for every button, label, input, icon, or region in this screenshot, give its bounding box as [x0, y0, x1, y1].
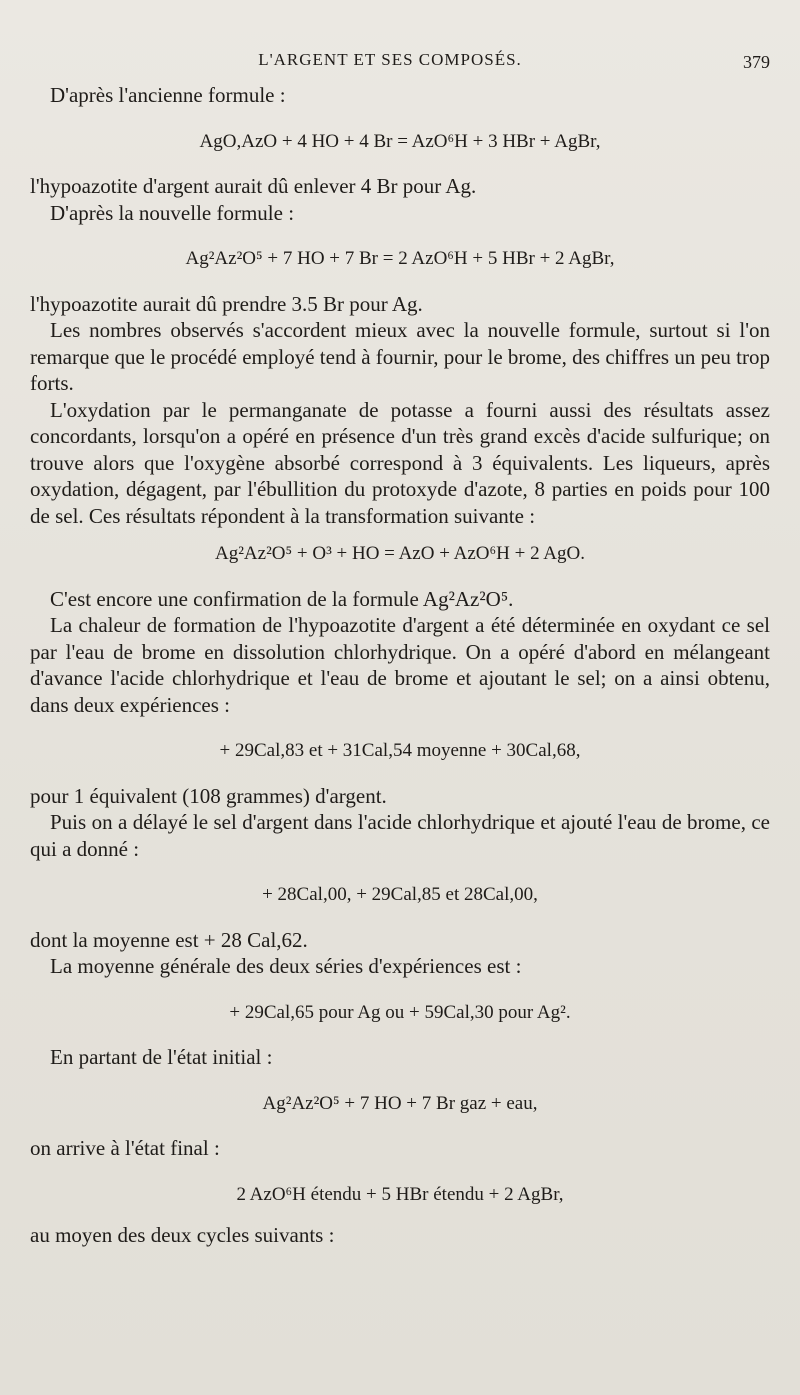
body-text [30, 82, 770, 1249]
formula-old: AgO,AzO + 4 HO + 4 Br = AzO⁶H + 3 HBr + AgBr, [199, 130, 601, 152]
page-header [0, 46, 800, 74]
formula-results-1: + 29Cal,83 et + 31Cal,54 moyenne + 30Cal,68, [219, 740, 581, 761]
text-line: D'après l'ancienne formule : [50, 83, 286, 107]
paragraph: Puis on a délayé le sel d'argent dans l'acide chlorhydrique et ajouté l'eau de brome, ce qui a donné : [30, 810, 770, 861]
text-line: l'hypoazotite d'argent aurait dû enlever 4 Br pour Ag. [30, 174, 477, 198]
page-number: 379 [743, 52, 770, 72]
formula-oxidation: Ag²Az²O⁵ + O³ + HO = AzO + AzO⁶H + 2 AgO. [215, 543, 585, 564]
text-line: au moyen des deux cycles suivants : [30, 1223, 335, 1247]
paragraph: En partant de l'état initial : [50, 1045, 273, 1069]
formula-final-state: 2 AzO⁶H étendu + 5 HBr étendu + 2 AgBr, [236, 1183, 564, 1205]
text-line: l'hypoazotite aurait dû prendre 3.5 Br pour Ag. [30, 291, 423, 316]
paragraph: La moyenne générale des deux séries d'expériences est : [50, 954, 522, 978]
paragraph: Les nombres observés s'accordent mieux avec la nouvelle formule, surtout si l'on remarque que le procédé employé tend à fournir, pour le brome, des chiffres un peu trop forts. [30, 318, 770, 395]
formula-results-2: + 28Cal,00, + 29Cal,85 et 28Cal,00, [262, 884, 538, 905]
text-line: D'après la nouvelle formule : [50, 200, 295, 225]
formula-new: Ag²Az²O⁵ + 7 HO + 7 Br = 2 AzO⁶H + 5 HBr + 2 AgBr, [185, 248, 615, 269]
text-line: dont la moyenne est + 28 Cal,62. [30, 927, 308, 952]
formula-initial-state: Ag²Az²O⁵ + 7 HO + 7 Br gaz + eau, [262, 1092, 538, 1114]
text-line: pour 1 équivalent (108 grammes) d'argent. [30, 783, 387, 808]
running-title: L'ARGENT ET SES COMPOSÉS. [258, 50, 522, 69]
paragraph: C'est encore une confirmation de la formule Ag²Az²O⁵. [50, 586, 514, 611]
paragraph: La chaleur de formation de l'hypoazotite d'argent a été déterminée en oxydant ce sel par l'eau de brome en dissolution chlorhydrique. On a opéré d'abord en mélangeant d'avance l'acide chlorhydrique et l'eau de brome et ajoutant le sel; on a ainsi obtenu, dans deux expériences : [30, 613, 770, 717]
paragraph: L'oxydation par le permanganate de potasse a fourni aussi des résultats assez concordants, lorsqu'on a opéré en présence d'un très grand excès d'acide sulfurique; on trouve alors que l'oxygène absorbé correspond à 3 équivalents. Les liqueurs, après oxydation, dégagent, par l'ébullition du protoxyde d'azote, 8 parties en poids pour 100 de sel. Ces résultats répondent à la transformation suivante : [30, 397, 770, 528]
formula-average: + 29Cal,65 pour Ag ou + 59Cal,30 pour Ag². [229, 1001, 571, 1023]
text-line: on arrive à l'état final : [30, 1136, 220, 1160]
